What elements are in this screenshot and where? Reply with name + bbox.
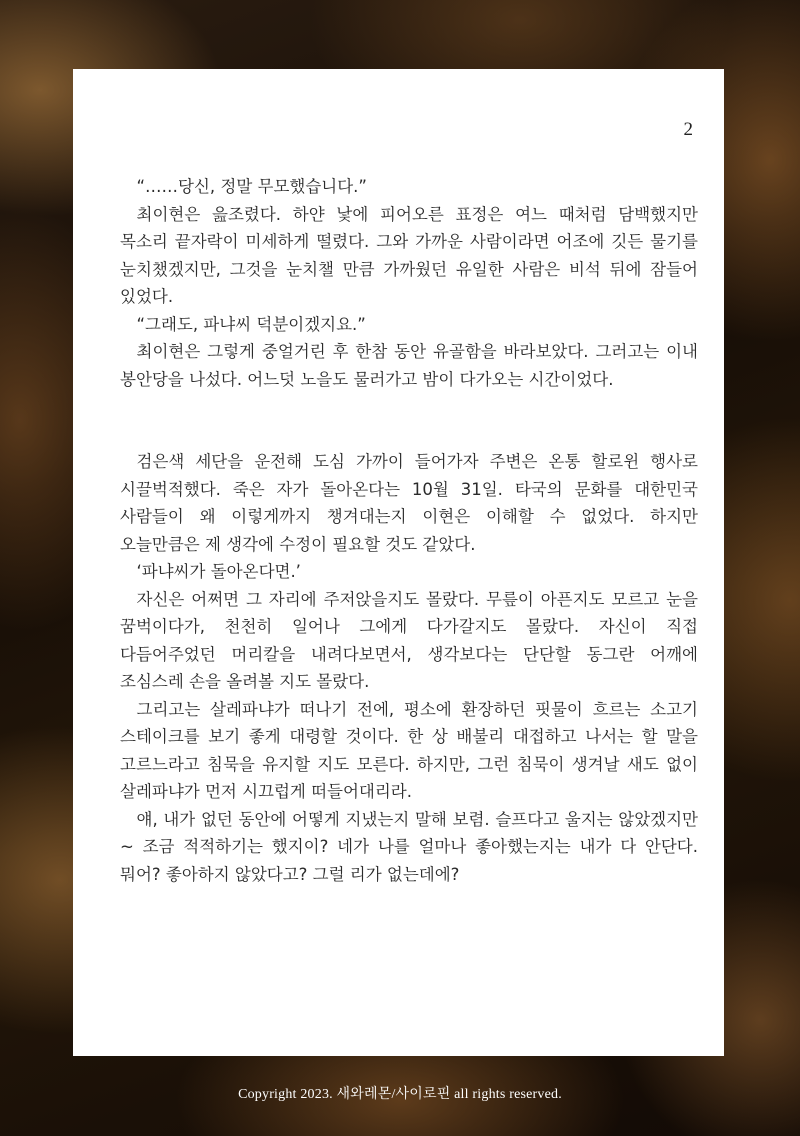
paragraph: “……당신, 정말 무모했습니다.” (136, 177, 367, 196)
paragraph: 자신은 어쩌면 그 자리에 주저앉을지도 몰랐다. 무릎이 아픈지도 모르고 눈을 꿈벅이다가, 천천히 일어나 그에게 다가갈지도 몰랐다. 자신이 직접 다듬어주었던 머리칼을 내려다보면서, 생각보다는 단단할 동그란 어깨에 조심스레 손을 올려볼 지도 몰랐다. (120, 589, 698, 691)
paragraph: 최이현은 그렇게 중얼거린 후 한참 동안 유골함을 바라보았다. 그러고는 이내 봉안당을 나섰다. 어느덧 노을도 물러가고 밤이 다가오는 시간이었다. (120, 342, 698, 389)
page-number: 2 (683, 119, 693, 140)
paragraph: ‘파냐씨가 돌아온다면.’ (136, 562, 301, 581)
section-break (120, 393, 698, 448)
paragraph: 검은색 세단을 운전해 도심 가까이 들어가자 주변은 온통 할로윈 행사로 시끌벅적했다. 죽은 자가 돌아온다는 10월 31일. 타국의 문화를 대한민국 사람들이 왜 이렇게까지 챙겨대는지 이현은 이해할 수 없었다. 하지만 오늘만큼은 제 생각에 수정이 필요할 것도 같았다. (120, 452, 698, 554)
paragraph: 그리고는 살레파냐가 떠나기 전에, 평소에 환장하던 핏물이 흐르는 소고기 스테이크를 보기 좋게 대령할 것이다. 한 상 배불리 대접하고 나서는 할 말을 고르느라고 침묵을 유지할 지도 모른다. 하지만, 그런 침묵이 생겨날 새도 없이 살레파냐가 먼저 시끄럽게 떠들어대리라. (120, 699, 698, 801)
copyright-footer: Copyright 2023. 새와레몬/사이로핀 all rights reserved. (238, 1087, 562, 1102)
paragraph: “그래도, 파냐씨 덕분이겠지요.” (136, 314, 366, 334)
paragraph: 최이현은 읊조렸다. 하얀 낯에 피어오른 표정은 여느 때처럼 담백했지만 목소리 끝자락이 미세하게 떨렸다. 그와 가까운 사람이라면 어조에 깃든 물기를 눈치챘겠지만, 그것을 눈치챌 만큼 가까웠던 유일한 사람은 비석 뒤에 잠들어 있었다. (120, 204, 698, 306)
paragraph: 얘, 내가 없던 동안에 어떻게 지냈는지 말해 보렴. 슬프다고 울지는 않았겠지만~ 조금 적적하기는 했지이? 네가 나를 얼마나 좋아했는지는 내가 다 안단다. 뭐어? 좋아하지 않았다고? 그럴 리가 없는데에? (120, 809, 698, 884)
story-text (120, 173, 698, 888)
book-page (73, 69, 724, 1056)
